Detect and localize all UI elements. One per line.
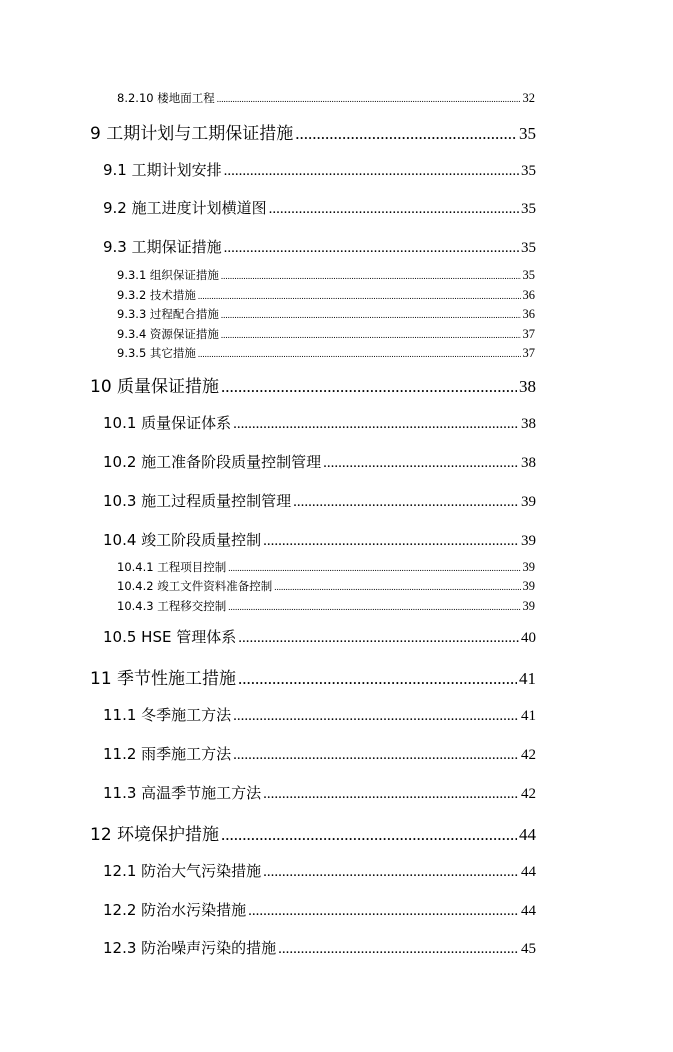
toc-entry-page: 42 — [521, 747, 536, 763]
toc-entry-page: 41 — [519, 669, 536, 688]
dot-leader — [238, 630, 519, 647]
toc-entry-title: 10.3 施工过程质量控制管理 — [103, 492, 292, 510]
toc-entry-title: 10.5 HSE 管理体系 — [103, 628, 237, 646]
toc-entry-page: 35 — [519, 124, 536, 143]
toc-entry-title: 10.2 施工准备阶段质量控制管理 — [103, 453, 322, 471]
dot-leader — [293, 494, 519, 511]
toc-entry-9-3-5[interactable] — [117, 345, 535, 361]
dot-leader — [274, 582, 520, 592]
toc-entry-page: 39 — [522, 579, 535, 593]
toc-entry-title: 9.3.5 其它措施 — [117, 346, 196, 360]
dot-leader — [233, 708, 519, 725]
toc-entry-9-3-1[interactable] — [117, 267, 535, 283]
toc-entry-page: 37 — [522, 346, 535, 360]
toc-entry-10-4-2[interactable] — [117, 578, 535, 594]
toc-entry-10[interactable] — [90, 372, 536, 397]
toc-entry-page: 41 — [521, 708, 536, 724]
dot-leader — [221, 310, 521, 320]
toc-entry-page: 38 — [519, 377, 536, 396]
toc-entry-10-4-1[interactable] — [117, 559, 535, 575]
toc-entry-12-3[interactable] — [103, 937, 536, 958]
toc-entry-title: 9.3.3 过程配合措施 — [117, 307, 219, 321]
dot-leader — [295, 124, 517, 144]
toc-entry-page: 40 — [521, 630, 536, 646]
toc-entry-9-3-4[interactable] — [117, 326, 535, 342]
dot-leader — [228, 563, 520, 573]
dot-leader — [233, 747, 519, 764]
dot-leader — [278, 941, 519, 958]
toc-entry-title: 9.3.1 组织保证措施 — [117, 268, 219, 282]
toc-entry-page: 44 — [521, 864, 536, 880]
toc-entry-10-4[interactable] — [103, 529, 536, 550]
dot-leader — [248, 903, 519, 920]
dot-leader — [323, 455, 519, 472]
toc-entry-10-4-3[interactable] — [117, 598, 535, 614]
toc-entry-11-1[interactable] — [103, 704, 536, 725]
toc-entry-title: 12.2 防治水污染措施 — [103, 901, 247, 919]
toc-entry-11-2[interactable] — [103, 743, 536, 764]
toc-entry-page: 35 — [521, 201, 536, 217]
toc-entry-title: 10 质量保证措施 — [90, 377, 220, 397]
toc-entry-9-1[interactable] — [103, 159, 536, 180]
toc-entry-page: 44 — [521, 903, 536, 919]
toc-entry-12-1[interactable] — [103, 860, 536, 881]
toc-entry-title: 11 季节性施工措施 — [90, 669, 237, 689]
toc-entry-title: 10.1 质量保证体系 — [103, 414, 232, 432]
toc-entry-page: 45 — [521, 941, 536, 957]
toc-entry-page: 37 — [522, 327, 535, 341]
toc-entry-page: 44 — [519, 825, 536, 844]
toc-entry-title: 9.2 施工进度计划横道图 — [103, 199, 267, 217]
toc-entry-title: 9 工期计划与工期保证措施 — [90, 124, 294, 144]
toc-entry-title: 11.2 雨季施工方法 — [103, 745, 232, 763]
toc-entry-8-2-10[interactable] — [117, 90, 535, 106]
dot-leader — [217, 94, 521, 104]
toc-entry-12[interactable] — [90, 820, 536, 845]
toc-entry-page: 32 — [522, 91, 535, 105]
toc-entry-title: 11.1 冬季施工方法 — [103, 706, 232, 724]
toc-entry-title: 11.3 高温季节施工方法 — [103, 784, 262, 802]
toc-entry-page: 35 — [521, 163, 536, 179]
toc-entry-12-2[interactable] — [103, 899, 536, 920]
toc-entry-10-3[interactable] — [103, 490, 536, 511]
toc-entry-page: 36 — [522, 288, 535, 302]
toc-entry-9-2[interactable] — [103, 197, 536, 218]
toc-entry-page: 39 — [521, 494, 536, 510]
dot-leader — [198, 349, 521, 359]
dot-leader — [221, 330, 521, 340]
dot-leader — [233, 416, 519, 433]
toc-entry-9-3-2[interactable] — [117, 287, 535, 303]
toc-entry-title: 9.3.4 资源保证措施 — [117, 327, 219, 341]
toc-entry-11[interactable] — [90, 664, 536, 689]
toc-entry-page: 35 — [521, 240, 536, 256]
toc-entry-page: 39 — [522, 599, 535, 613]
dot-leader — [221, 271, 521, 281]
toc-entry-9-3-3[interactable] — [117, 306, 535, 322]
toc-entry-page: 35 — [522, 268, 535, 282]
toc-entry-title: 12.1 防治大气污染措施 — [103, 862, 262, 880]
toc-entry-title: 12.3 防治噪声污染的措施 — [103, 939, 277, 957]
dot-leader — [238, 669, 517, 689]
toc-entry-title: 10.4.1 工程项目控制 — [117, 560, 227, 574]
dot-leader — [228, 602, 520, 612]
toc-entry-title: 9.3 工期保证措施 — [103, 238, 222, 256]
dot-leader — [198, 291, 521, 301]
toc-entry-page: 39 — [521, 533, 536, 549]
toc-entry-title: 12 环境保护措施 — [90, 825, 220, 845]
toc-entry-10-1[interactable] — [103, 412, 536, 433]
dot-leader — [221, 825, 517, 845]
toc-entry-page: 38 — [521, 416, 536, 432]
toc-entry-10-5[interactable] — [103, 626, 536, 647]
toc-entry-page: 38 — [521, 455, 536, 471]
dot-leader — [263, 864, 519, 881]
toc-entry-page: 42 — [521, 786, 536, 802]
toc-entry-10-2[interactable] — [103, 451, 536, 472]
dot-leader — [224, 163, 519, 180]
toc-entry-title: 10.4.2 竣工文件资料准备控制 — [117, 579, 273, 593]
dot-leader — [221, 377, 517, 397]
toc-entry-9-3[interactable] — [103, 236, 536, 257]
dot-leader — [269, 201, 519, 218]
toc-entry-11-3[interactable] — [103, 782, 536, 803]
toc-entry-page: 36 — [522, 307, 535, 321]
dot-leader — [263, 786, 519, 803]
toc-entry-title: 10.4.3 工程移交控制 — [117, 599, 227, 613]
toc-entry-title: 9.3.2 技术措施 — [117, 288, 196, 302]
toc-entry-title: 8.2.10 楼地面工程 — [117, 91, 215, 105]
toc-entry-9[interactable] — [90, 119, 536, 144]
dot-leader — [263, 533, 519, 550]
toc-entry-page: 39 — [522, 560, 535, 574]
dot-leader — [224, 240, 519, 257]
toc-entry-title: 10.4 竣工阶段质量控制 — [103, 531, 262, 549]
toc-entry-title: 9.1 工期计划安排 — [103, 161, 222, 179]
